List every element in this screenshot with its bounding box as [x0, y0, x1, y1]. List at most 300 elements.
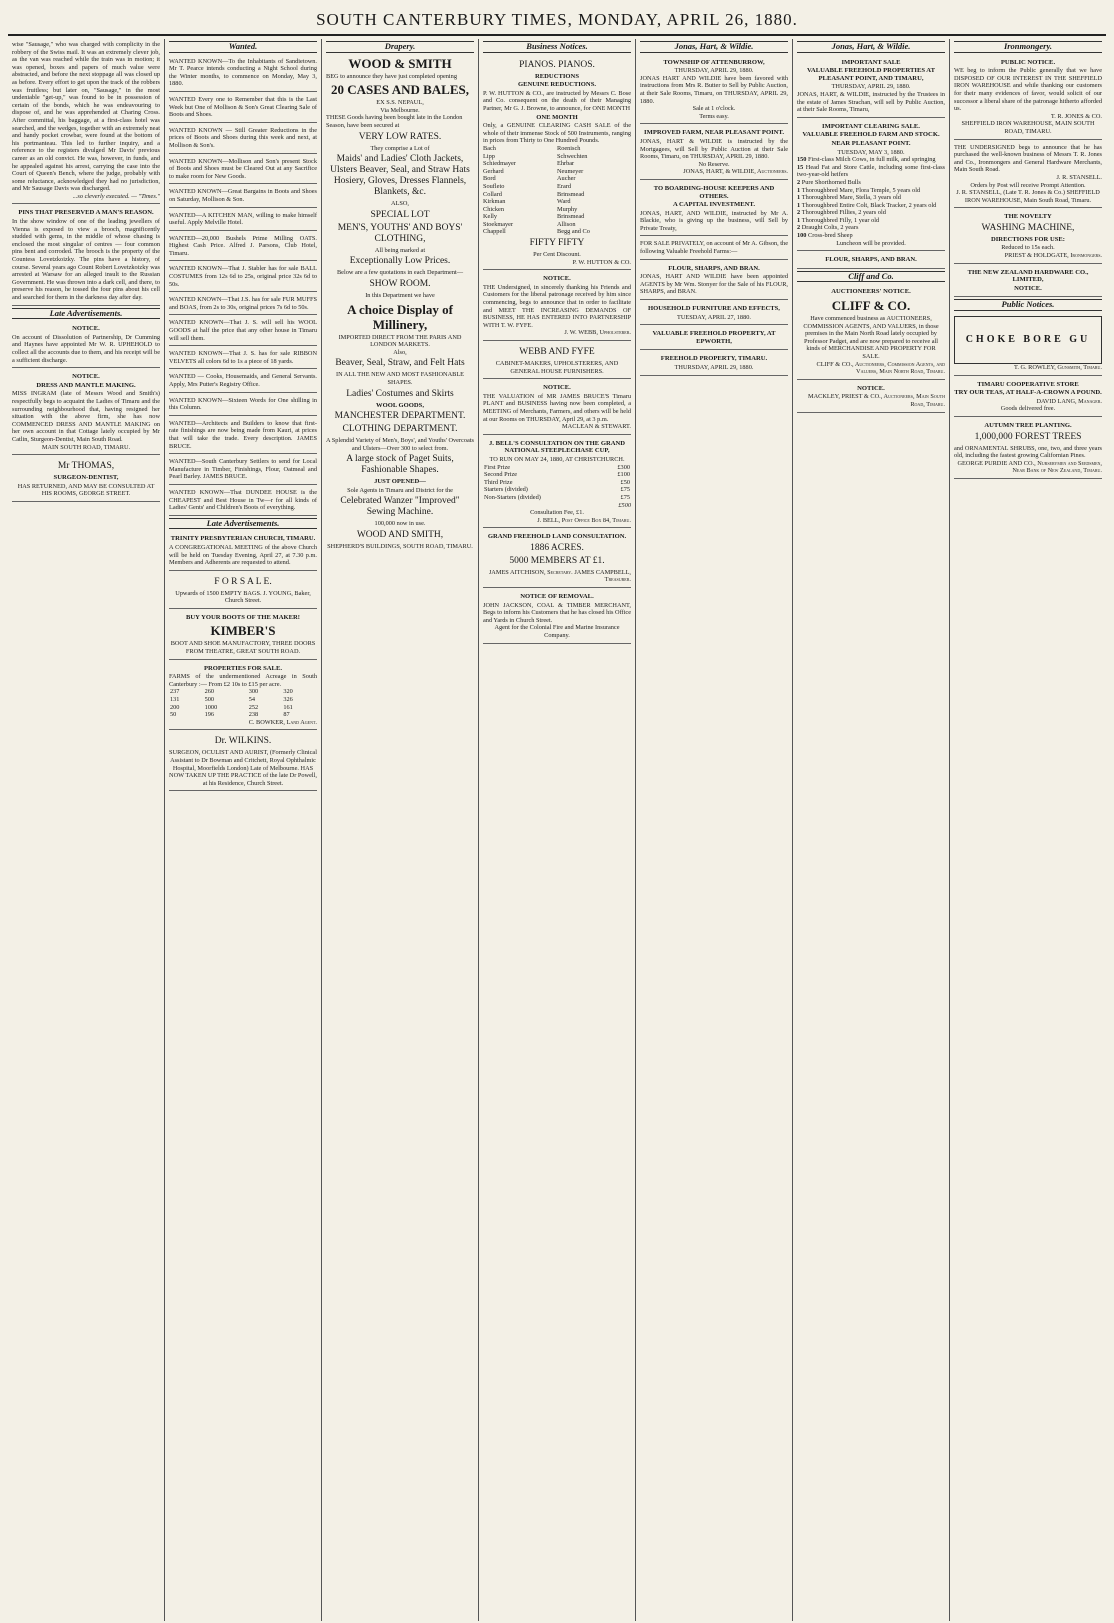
genuine-line: GENUINE REDUCTIONS. [517, 81, 597, 89]
farm-table [169, 688, 317, 718]
prize-row [483, 479, 631, 487]
stock-count: 15 [797, 163, 806, 171]
stock-desc: Thoroughbred Filly, 1 year old [801, 216, 880, 224]
freehold-date: THURSDAY, APRIL 29, 1880. [674, 364, 754, 371]
public-notice-heading: PUBLIC NOTICE. [1000, 58, 1056, 66]
farms-text: FARMS of the undermentioned Acreage in South Canterbury :— From £2 10s to £15 per acre. [169, 673, 317, 688]
tree-ad [954, 419, 1102, 479]
sale-time: Sale at 1 o'clock. [692, 105, 736, 113]
wanted-ad: WANTED KNOWN—That J. S. will sell his WOOL GOODS at half the price that any other house in Timaru will sell them. [169, 317, 317, 346]
stock-list [797, 156, 945, 240]
farm-cell: 238 [248, 711, 259, 719]
wanted-ad: WANTED KNOWN—Mollison and Son's present Stock of Boots and Shoes must be Cleared Out at any Sacrifice to make room for New Goods. [169, 156, 317, 185]
public-notices-heading: Public Notices. [954, 299, 1102, 311]
prize-row [483, 486, 631, 494]
dissolution-notice [12, 322, 160, 368]
prize-amount: £75 [620, 486, 630, 494]
choke-bore-logo [954, 316, 1102, 364]
makers-col-b [557, 145, 631, 236]
important-heading: IMPORTANT SALE [841, 58, 901, 66]
jackson-body: JOHN JACKSON, COAL & TIMBER MERCHANT, Begs to inform his Customers that he has closed his Office and Yards in Church Street. [483, 601, 631, 624]
epworth-ad [640, 327, 788, 350]
prize-amount: £300 [617, 463, 630, 471]
cases-line: 20 CASES AND BALES, [331, 82, 469, 98]
maker-name: Soufleto [483, 182, 505, 190]
wanted-ad: WANTED—20,000 Bushels Prime Milling OATS. Highest Cash Price. Alfred J. Parsons, Club Hotel, Timaru. [169, 233, 317, 262]
boarding-body: JONAS, HART, AND WILDIE, instructed by Mr A. Blackie, who is giving up the business, will Sell by Private Treaty, [640, 209, 788, 232]
column-2 [165, 39, 322, 1621]
prize-total: £500 [618, 501, 631, 509]
wanzer-line: Celebrated Wanzer "Improved" Sewing Machine. [340, 496, 460, 518]
stock-desc: Head Fat and Store Cattle, including some first-class two-year-old heifers [797, 163, 946, 179]
notice-heading: NOTICE. [857, 384, 885, 392]
stock-count: 1 [797, 216, 802, 224]
attenburrow-ad [640, 56, 788, 125]
wanted-list [169, 56, 317, 516]
wanted-ad: WANTED KNOWN—That J. S. has for sale RIBBON VELVETS all colors 6d to 1s a piece of 18 yards. [169, 348, 317, 369]
maker-name: Brinsmead [557, 190, 585, 198]
clearing-sale-ad [797, 120, 945, 252]
wanted-ad: WANTED—South Canterbury Settlers to send for Local Manufacture in Timber, Finishings, Flour, Oatmeal and Pearl Barley. JAMES BRUCE. [169, 456, 317, 485]
maker-name: Aucher [557, 175, 576, 183]
church-notice [169, 532, 317, 570]
wanted-ad: WANTED KNOWN—To the Inhabitants of Sandietown. Mr T. Pearce intends conducting a Night School during the Winter months, to commence on Monday, May 3, 1880. [169, 56, 317, 92]
stock-item [797, 217, 945, 225]
maker-name: Chicken [483, 205, 504, 213]
maker-name: Roenisch [557, 144, 581, 152]
date-line: THURSDAY, APRIL 29, 1880. [674, 67, 754, 75]
these-goods: THESE Goods having been bought late in the London Season, have been secured at [326, 114, 463, 129]
maker-name: Schiedmayer [483, 160, 516, 168]
drapery-intro: BEG to announce they have just completed opening [326, 72, 457, 80]
hutton-signature: P. W. HUTTON & CO. [572, 258, 631, 266]
stock-count: 1 [797, 201, 802, 209]
important-sale-ad [797, 56, 945, 118]
novelty-heading: THE NOVELTY [1004, 213, 1052, 221]
farm-cell: 196 [204, 711, 215, 719]
comprise-line: They comprise a Lot of [370, 144, 430, 152]
prize-row [483, 464, 631, 472]
footer-firm: WOOD AND SMITH, [356, 530, 444, 541]
imported-line: IMPORTED DIRECT FROM THE PARIS AND LONDON MARKETS. [338, 333, 462, 349]
public-notice-body: WE beg to inform the Public generally that we have DISPOSED OF OUR INTEREST IN THE SHEFFIELD IRON WAREHOUSE and while thanking our customers for their many evidences of favor, would solicit of our successor a liberal share of the patronage hitherto afforded us. [954, 67, 1102, 113]
farm-cell: 50 [170, 711, 177, 719]
prize-table [483, 464, 631, 502]
attenburrow-heading: TOWNSHIP OF ATTENBURROW, [663, 58, 765, 66]
hutton-body: P. W. HUTTON & CO., are instructed by Messrs C. Bose and Co. consequent on the death of their Managing Partner, Mr G. J. Browne, to announce, for ONE MONTH [483, 89, 631, 112]
sole-agents: Sole Agents in Timaru and District for the [347, 486, 453, 494]
stock-item [797, 224, 945, 232]
nz-hardware-ad [954, 266, 1102, 298]
wanted-ad: WANTED KNOWN—Great Bargains in Boots and Shoes on Saturday, Mollison & Son. [169, 186, 317, 207]
prize-label: Starters (divided) [484, 486, 528, 494]
maker-name: Begg and Co [557, 228, 590, 236]
jones-signature: T. R. JONES & CO. [1050, 112, 1102, 120]
choke-bore-text: CHOKE BORE GU [965, 334, 1091, 346]
prize-label: Third Prize [484, 478, 513, 486]
business-heading: Business Notices. [483, 41, 631, 53]
mackley-notice [797, 382, 945, 413]
farm-row [169, 696, 317, 704]
pins-title: PINS THAT PRESERVED A MAN'S REASON. [18, 209, 154, 217]
stock-desc: Thoroughbred Mare, Flora Temple, 5 years old [801, 186, 921, 194]
purdie-signature: GEORGE PURDIE AND CO., Nurserymen and Seedsmen, Near Bank of New Zealand, Timaru. [957, 459, 1102, 475]
masthead: SOUTH CANTERBURY TIMES, MONDAY, APRIL 26, 1880. [8, 6, 1106, 36]
stock-desc: Cross-bred Sheep [808, 232, 853, 240]
members-line: 5000 MEMBERS AT £1. [509, 555, 605, 566]
maker-name: Brinsmead [557, 213, 585, 221]
manchester-heading: MANCHESTER DEPARTMENT. [334, 411, 466, 422]
public-notice-ad [954, 56, 1102, 140]
stock-item [797, 194, 945, 202]
stock-desc: First-class Milch Cows, in full milk, and springing [808, 156, 936, 164]
acres-line: 1886 ACRES. [530, 542, 584, 553]
story-body: wise "Sausage," who was charged with complicity in the robbery of the Swiss mail. It was an extremely clever job, as the van was reached while the train was in motion; it was opened, boxes and papers of much value were abstracted, and before the next stoppage all was closed up as before. Every effort to get upon the track of the robbers was fruitless; but later on, "Sausage," in the most undeniable "get-up," was found to be in possession of certain of the bonds, which he was endeavouring to dispose of, and he was apprehended at Charing Cross. After committal, his baggage, at a first-class hotel was searched, and the wedges, together with an extremely neat and handy pocket crowbar, were found at the bottom of his portmanteau. This led to further inquiry, and a reference to the registers divulged Mr Davis' previous career as an old convict. He was, however, in funds, and he appealed against his arrest, carrying the case into the Court of Queen's Bench, where the judge, probably with some reluctance, acknowledged they had no jurisdiction, and Mr Sausage Davis was discharged. [12, 41, 160, 193]
notice-heading: NOTICE. [72, 325, 100, 333]
valuable-heading: VALUABLE FREEHOLD PROPERTY, AT EPWORTH, [652, 330, 776, 345]
coop-tea: TRY OUR TEAS, AT HALF-A-CROWN A POUND. [954, 389, 1102, 397]
notice2-heading: NOTICE. [1014, 284, 1042, 292]
cliff-signature: CLIFF & CO., Auctioneers, Commission Agents, and Valuers, Main North Road, Timaru. [816, 360, 945, 376]
wanted-ad: WANTED Every one to Remember that this is the Last Week but One of Mollison & Son's Great Clearing Sale of Boots and Shoes. [169, 94, 317, 123]
prize-label: First Prize [484, 463, 511, 471]
cliff-body: Have commenced business as AUCTIONEERS, COMMISSION AGENTS, AND VALUERS, in those premises in the Main North Road lately occupied by Professor Padget, and are now prepared to receive all kinds of MERCHANDISE AND PROPERTY FOR SALE. [803, 315, 939, 360]
also-line: ALSO, [390, 200, 410, 208]
thomas-sub: SURGEON-DENTIST, [53, 474, 119, 482]
maker-name: Chappell [483, 228, 506, 236]
stock-count: 100 [797, 232, 809, 240]
date-line: THURSDAY, APRIL 29, 1880. [831, 83, 911, 91]
coop-heading: TIMARU COOPERATIVE STORE [977, 380, 1079, 388]
dress-heading: DRESS AND MANTLE MAKING. [36, 381, 136, 389]
freehold-heading: FREEHOLD PROPERTY, TIMARU. [660, 355, 768, 363]
stock-count: 1 [797, 194, 802, 202]
makers-col-a [483, 145, 557, 236]
nz-hardware-heading: THE NEW ZEALAND HARDWARE CO., LIMITED, [967, 268, 1089, 284]
prize-row [483, 471, 631, 479]
household-ad [640, 302, 788, 325]
flour-ad-2 [797, 253, 945, 269]
stansell-signature: J. R. STANSELL. [1056, 173, 1102, 181]
forsale-farms-ad [640, 238, 788, 259]
wanted-ad: WANTED KNOWN — Still Greater Reductions in the prices of Boots and Shoes during this week and next, at Mollison & Son's. [169, 125, 317, 154]
forsale-body: FOR SALE PRIVATELY, on account of Mr A. Gibson, the following Valuable Freehold Farms:— [640, 240, 788, 256]
farm-cell: 252 [248, 703, 259, 711]
farm-cell: 87 [283, 711, 290, 719]
reductions-line: REDUCTIONS [535, 72, 579, 80]
webb-fyfe-heading: WEBB AND FYFE [519, 347, 595, 357]
kimber-heading: KIMBER'S [210, 623, 276, 639]
farm-cell: 1000 [204, 703, 218, 711]
removal-heading: NOTICE OF REMOVAL. [520, 593, 594, 601]
improved-body: JONAS, HART & WILDIE is instructed by the Mortgagees, will Sell by Public Auction at their Sale Rooms, Timaru, on THURSDAY, APRIL 29, 1880. [640, 137, 788, 161]
bell-consultation [483, 437, 631, 529]
dress-address: MAIN SOUTH ROAD, TIMARU. [41, 443, 131, 451]
prize-amount: £100 [617, 471, 630, 479]
farm-cell: 260 [204, 688, 215, 696]
late-ads-heading: Late Advertisements. [12, 308, 160, 320]
thomas-heading: Mr THOMAS, [57, 461, 115, 472]
farm-row [169, 711, 317, 719]
freehold-ad [640, 352, 788, 375]
maker-name: Kirkman [483, 198, 506, 206]
maker-name: Allison [557, 220, 576, 228]
low-rates: VERY LOW RATES. [358, 131, 442, 142]
valuation-signature: MACLEAN & STEWART. [562, 423, 631, 431]
farm-cell: 320 [283, 688, 293, 696]
late-ads-heading: Late Advertisements. [169, 518, 317, 530]
wanted-ad: WANTED — Cooks, Housemaids, and General Servants. Apply, Mrs Putter's Registry Office. [169, 371, 317, 392]
stock-item [797, 164, 945, 179]
maker-name: Schwechten [557, 152, 588, 160]
buy-heading: BUY YOUR BOOTS OF THE MAKER! [186, 613, 300, 621]
priest-signature: PRIEST & HOLDGATE, Ironmongers. [1004, 252, 1102, 260]
low-prices: Exceptionally Low Prices. [349, 256, 451, 267]
coop-ad [954, 378, 1102, 417]
maker-name: Stoekmayer [483, 220, 514, 228]
notice2-heading: NOTICE. [543, 384, 571, 392]
sale-body: Only, a GENUINE CLEARING CASH SALE of the whole of their immense Stock of 500 Instruments, ranging in prices from Thirty to One Hundred Pounds. [483, 122, 631, 145]
property-signature: C. BOWKER, Land Agent. [248, 718, 317, 726]
column-5 [636, 39, 793, 1621]
fifty-line: FIFTY FIFTY [529, 238, 585, 249]
webb-signature: J. W. WEBB, Upholsterer. [564, 329, 631, 337]
property-heading: PROPERTIES FOR SALE. [204, 664, 282, 672]
stansell-body: THE UNDERSIGNED begs to announce that he has purchased the well-known business of Messrs T. R. Jones and Co., Ironmongers and General Hardware Merchants, Main South Road. [954, 143, 1102, 174]
prize-label: Non-Starters (divided) [484, 493, 541, 501]
webb-fyfe-body: CABINET-MAKERS, UPHOLSTERERS, AND GENERAL HOUSE FURNISHERS. [495, 360, 619, 375]
maker-name: Gerhard [483, 167, 504, 175]
wanted-ad: WANTED KNOWN—That J. Stabler has for sale BALL COSTUMES from 12s 6d to 25s, original price 32s 6d to 50s. [169, 263, 317, 292]
coop-signature: DAVID LANG, Manager. [1036, 397, 1102, 405]
stock-item [797, 232, 945, 240]
farm-row [169, 688, 317, 696]
maker-name: Kelly [483, 213, 497, 221]
rowley-signature: T. G. ROWLEY, Gunsmith, Timaru. [1013, 364, 1102, 372]
consult-fee: Consultation Fee, £1. [530, 509, 584, 517]
improved-heading: IMPROVED FARM, NEAR PLEASANT POINT. [644, 129, 784, 137]
farm-cell: 500 [204, 696, 215, 704]
kimber-ad [169, 611, 317, 660]
column-7 [950, 39, 1106, 1621]
capital-line: A CAPITAL INVESTMENT. [672, 201, 755, 209]
showroom-heading: SHOW ROOM. [369, 278, 431, 289]
prize-label: Second Prize [484, 471, 518, 479]
farm-cell: 54 [248, 696, 256, 704]
valuation-notice [483, 381, 631, 435]
story-text [12, 39, 160, 204]
maker-name: Bach [483, 144, 496, 152]
clearing-sub: VALUABLE FREEHOLD FARM AND STOCK. [802, 131, 940, 139]
warehouse-line: SHEFFIELD IRON WAREHOUSE, MAIN SOUTH ROAD, TIMARU. [961, 120, 1095, 135]
flour-heading: FLOUR, SHARPS, AND BRAN. [668, 264, 760, 272]
removal-notice [483, 590, 631, 644]
maker-name: Ehrbar [557, 160, 575, 168]
wanted-ad: WANTED KNOWN—That DUNDEE HOUSE is the CHEAPEST and Best House in Tw—r for all kinds of Ladies' Gents' and Children's Boots of everything. [169, 487, 317, 516]
near-line: NEAR PLEASANT POINT. [831, 139, 911, 147]
bell-heading: J. BELL'S CONSULTATION ON THE GRAND NATIONAL STEEPLECHASE CUP, [488, 439, 626, 455]
stansell-footer: J. R. STANSELL, (Late T. R. Jones & Co.) SHEFFIELD IRON WAREHOUSE, Main South Road, Timaru. [956, 189, 1100, 204]
prize-amount: £75 [620, 493, 630, 501]
cliff-heading: Cliff and Co. [797, 271, 945, 283]
column-4 [479, 39, 636, 1621]
forsale-body: Upwards of 1500 EMPTY BAGS. J. YOUNG, Baker, Church Street. [175, 589, 311, 605]
farm-cell: 300 [248, 688, 259, 696]
forsale-ad [169, 573, 317, 609]
in-dept-line: In this Department we have [365, 291, 435, 299]
property-ad [169, 662, 317, 731]
webb-notice [483, 272, 631, 341]
terms-line: Terms easy. [699, 112, 729, 120]
stock-count: 2 [797, 178, 802, 186]
church-heading: TRINITY PRESBYTERIAN CHURCH, TIMARU. [170, 535, 316, 543]
stock-desc: Thoroughbred Mare, Stella, 3 years old [801, 194, 901, 202]
gun-ad [954, 314, 1102, 376]
trees-sub: and ORNAMENTAL SHRUBS, one, two, and three years old, including the fastest growing Californian Pines. [954, 444, 1102, 460]
jhw-signature: JONAS, HART, & WILDIE, Auctioneers. [683, 168, 788, 176]
mackley-signature: MACKLEY, PRIEST & CO., Auctioneers, Main South Road, Timaru. [808, 393, 945, 408]
jhw-heading: Jonas, Hart, & Wildie. [640, 41, 788, 53]
notice2-heading: NOTICE. [72, 373, 100, 381]
webb-fyfe-ad [483, 343, 631, 379]
wanted-ad: WANTED KNOWN—Sixteen Words for One shilling in this Column. [169, 395, 317, 416]
thomas-ad [12, 457, 160, 502]
price-line: Reduced to 15s each. [1001, 244, 1055, 252]
pins-body: In the show window of one of the leading jewellers of Vienna is exposed to view a brooch, magnificently studded with gems, in the middle of whose chasing is enclosed the most singular of centres — four common pins bent and corroded. The brooch is the property of the Countess Lovetzkoizky. The pins have a history, of course. Several years ago Count Robert Lovetzkoizky was arrested at Warsaw for an alleged insult to the Russian Government. He was thrown into a dark cell, and there, to preserve his reason, he tossed the four pins about his cell and searched for them in the darkness day after day. [12, 218, 160, 301]
wilkins-ad [169, 732, 317, 791]
just-opened: JUST OPENED— [374, 478, 426, 486]
maker-name: Lipp [483, 152, 495, 160]
stansell-ad [954, 142, 1102, 209]
sold-line: 100,000 now in use. [374, 520, 426, 528]
washing-ad [954, 210, 1102, 263]
dress-body: MISS INGRAM (late of Messrs Wood and Smith's) respectfully begs to acquaint the Ladies of Timaru and the surrounding neighbourhood that, having resigned her situation with the above firm, she has now COMMENCED DRESS AND MANTLE MAKING on her own account in that Cottage lately occupied by Mr Catlin, Sturgeon-Dentist, Main South Road. [12, 390, 160, 443]
mens-clothing: MEN'S, YOUTHS' AND BOYS' CLOTHING, [337, 222, 463, 244]
thomas-body: HAS RETURNED, AND MAY BE CONSULTED AT HIS ROOMS, GEORGE STREET. [17, 482, 155, 498]
prize-amount: £50 [620, 478, 630, 486]
stock-item [797, 179, 945, 187]
column-6 [793, 39, 950, 1621]
webb-body: THE Undersigned, in sincerely thanking his Friends and Customers for the liberal patronage received by him since commencing, begs to announce that in order to facilitate and MEET THE INCREASING DEMANDS OF BUSINESS, HE HAS ENTERED INTO PARTNERSHIP WITH T. W. FYFE. [483, 283, 631, 329]
via-line: Via Melbourne. [380, 106, 420, 114]
columns [8, 39, 1106, 1621]
wanted-ad: WANTED KNOWN—That J.S. has for sale FUR MUFFS and BOAS, from 2s to 30s, original prices 7s 6d to 50s. [169, 294, 317, 315]
makers-list [483, 145, 631, 236]
prize-row [483, 494, 631, 502]
jhw-body: JONAS, HART, & WILDIE, instructed by the Trustees in the estate of James Strachan, will sell by Public Auction, at their Sale Rooms, Timaru, [797, 90, 945, 114]
bell-sub: TO RUN ON MAY 24, 1880, AT CHRISTCHURCH. [489, 455, 625, 463]
stock-item [797, 202, 945, 210]
stock-count: 150 [797, 156, 809, 164]
wanted-ad: WANTED—A KITCHEN MAN, willing to make himself useful. Apply Melville Hotel. [169, 210, 317, 231]
millinery-line: A choice Display of Millinery, [347, 301, 453, 332]
flour-ad [640, 262, 788, 300]
story-end: ...so cleverly executed. — "Times." [72, 192, 160, 200]
wool-goods: WOOL GOODS, [376, 401, 424, 409]
stock-desc: Thoroughbred Entire Colt, Black Tracker, 2 years old [801, 201, 937, 209]
no-reserve: No Reserve. [698, 160, 730, 168]
household-date: TUESDAY, APRIL 27, 1880. [677, 313, 751, 321]
delivered-line: Goods delivered free. [1000, 405, 1056, 413]
improved-farm-ad [640, 126, 788, 180]
pins-article [12, 206, 160, 305]
farm-row [169, 704, 317, 712]
newest-line: IN ALL THE NEW AND MOST FASHIONABLE SHAPES. [335, 371, 465, 386]
stock-count: 1 [797, 186, 802, 194]
dress-ad [12, 370, 160, 455]
farm-cell: 326 [283, 696, 293, 704]
farm-cell: 161 [283, 703, 293, 711]
farm-cell: 200 [170, 703, 180, 711]
stock-item [797, 187, 945, 195]
below-line: Below are a few quotations in each Department— [336, 269, 464, 277]
costumes-line: Ladies' Costumes and Skirts [346, 388, 454, 399]
stock-count: 2 [797, 224, 802, 232]
maker-name: Collard [483, 190, 502, 198]
forsale-heading: F O R S A L E. [214, 576, 272, 587]
firm-name: WOOD & SMITH [348, 55, 452, 71]
attenburrow-body: JONAS HART AND WILDIE have been favored with instructions from Mrs R. Butter to Sell by Public Auction, at their Sale Rooms, Timaru, on THURSDAY, APRIL 29, 1880. [640, 74, 788, 105]
ironmongery-heading: Ironmongery. [954, 41, 1102, 53]
stock-desc: Draught Colts, 2 years [801, 224, 859, 232]
drapery-heading: Drapery. [326, 41, 474, 53]
household-heading: HOUSEHOLD FURNITURE AND EFFECTS, [648, 305, 780, 313]
column-1 [8, 39, 165, 1621]
maker-name: Bord [483, 175, 496, 183]
pianos-heading: PIANOS. PIANOS. [519, 59, 595, 70]
aitchison-signature: JAMES AITCHISON, Secretary. JAMES CAMPBELL, Treasurer. [488, 568, 631, 584]
felt-hats: Beaver, Seal, Straw, and Felt Hats [335, 358, 465, 369]
wilkins-body: SURGEON, OCULIST AND AURIST, (Formerly Clinical Assistant to Dr Bowman and Critchett, Royal Ophthalmic Hospital, Moorfields London) Late of Melbourne. HAS NOW TAKEN UP THE PRACTICE of the late Dr Powell, at his Residence, Church Street. [169, 749, 317, 787]
stock-desc: Pure Shorthorned Bulls [801, 178, 861, 186]
clearing-heading: IMPORTANT CLEARING SALE. [822, 122, 920, 130]
maker-name: Neumeyer [557, 167, 584, 175]
bell-signature: J. BELL, Post Office Box 84, Timaru. [537, 516, 631, 524]
maker-name: Murphy [557, 205, 578, 213]
church-body: A CONGREGATIONAL MEETING of the above Church will be held on Tuesday Evening, April 27, at 7.30 p.m. Members and Adherents are requested to attend. [169, 543, 317, 567]
cliff-logo: CLIFF & CO. [831, 298, 911, 314]
auctioneers-heading: AUCTIONEERS' NOTICE. [831, 288, 911, 296]
notice-body: On account of Dissolution of Partnership, Dr Cumming and Haynes have appointed Mr W. R. UPHEHOLD to collect all the accounts due to them, and his receipt will be a sufficient discharge. [12, 333, 160, 364]
also2-line: Also, [393, 348, 407, 356]
stock-item [797, 209, 945, 217]
tuesday-line: TUESDAY, MAY 3, 1880. [837, 148, 905, 156]
boarding-ad [640, 182, 788, 237]
maker-name: Ward [557, 198, 571, 206]
autumn-heading: AUTUMN TREE PLANTING. [984, 422, 1072, 429]
valuable-heading: VALUABLE FREEHOLD PROPERTIES AT PLEASANT POINT, AND TIMARU, [807, 67, 935, 82]
paget-line: A large stock of Paget Suits, Fashionable Shapes. [346, 454, 454, 476]
flour-body: JONAS, HART AND WILDIE have been appointed AGENTS by Mr Wm. Stonyer for the Sale of his FLOUR, SHARPS, and BRAN. [640, 273, 788, 296]
clothing-sub: A Splendid Variety of Men's, Boys', and Youths' Overcoats and Ulsters—Over 300 to select from. [326, 437, 474, 452]
luncheon-line: Luncheon will be provided. [836, 239, 906, 247]
footer-address: SHEPHERD'S BUILDINGS, SOUTH ROAD, TIMARU. [327, 543, 473, 551]
cliff-ad [797, 285, 945, 379]
column-3 [322, 39, 479, 1621]
valuation-body: THE VALUATION of MR JAMES BRUCE'S Timaru PLANT and BUSINESS having now been completed, a MEETING of Merchants, Farmers, and others will be held at our Rooms on THURSDAY, April 29, at 3 p.m. [483, 392, 631, 423]
trees-line: 1,000,000 FOREST TREES [974, 431, 1082, 442]
piano-ad [483, 56, 631, 271]
grand-heading: GRAND FREEHOLD LAND CONSULTATION. [487, 533, 627, 541]
wilkins-heading: Dr. WILKINS. [214, 736, 272, 747]
farm-cell: 131 [170, 696, 180, 704]
clothing-heading: CLOTHING DEPARTMENT. [342, 424, 458, 435]
stock-count: 2 [797, 209, 802, 217]
special-lot: SPECIAL LOT [370, 209, 430, 220]
discount-line: Per Cent Discount. [533, 251, 581, 259]
wanted-heading: Wanted. [169, 41, 317, 53]
kimber-sub: BOOT AND SHOE MANUFACTORY, THREE DOORS FROM THEATRE, GREAT SOUTH ROAD. [170, 640, 316, 656]
